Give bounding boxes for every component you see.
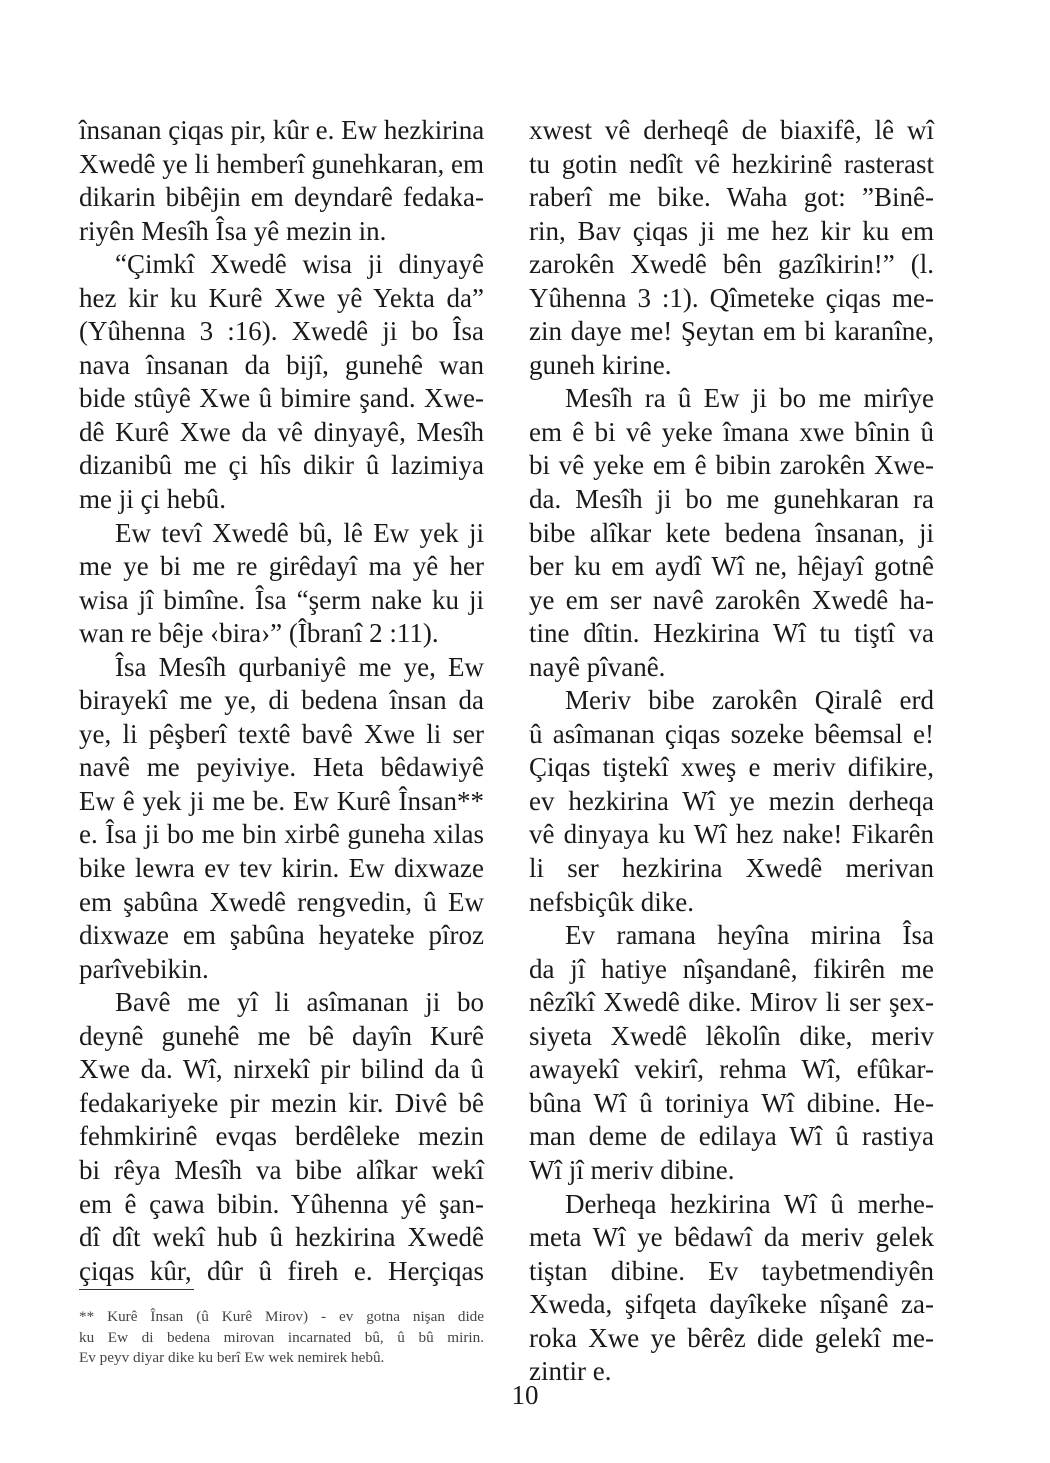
text-line: bûna Wî û toriniya Wî dibine. He-	[529, 1087, 934, 1118]
footnote-separator	[79, 1289, 194, 1290]
text-line: Îsa Mesîh qurbaniyê me ye, Ew	[115, 651, 484, 682]
text-line: “Çimkî Xwedê wisa ji dinyayê	[115, 249, 484, 280]
text-line: guneh kirine.	[529, 349, 672, 380]
text-line: tiştan dibine. Ev taybetmendiyên	[529, 1255, 934, 1286]
text-line: rin, Bav çiqas ji me hez kir ku em	[529, 215, 934, 246]
text-line: zarokên Xwedê bên gazîkirin!” (l.	[529, 249, 934, 280]
text-line: nefsbiçûk dike.	[529, 886, 694, 917]
text-line: tu gotin nedît vê hezkirinê rasterast	[529, 148, 934, 179]
text-line: Yûhenna 3 :1). Qîmeteke çiqas me-	[529, 282, 934, 313]
text-line: Ev peyv diyar dike ku berî Ew wek nemirek hebû.	[79, 1349, 385, 1366]
text-line: awayekî vekirî, rehma Wî, efûkar-	[529, 1054, 934, 1085]
text-line: Xweda, şifqeta dayîkeke nîşanê za-	[529, 1289, 934, 1320]
text-line: dixwaze em şabûna heyateke pîroz	[79, 920, 484, 951]
text-line: însanan çiqas pir, kûr e. Ew hezkirina	[79, 115, 485, 145]
text-line: em ê çawa bibin. Yûhenna yê şan-	[79, 1188, 484, 1219]
text-line: bi vê yeke em ê bibin zarokên Xwe-	[529, 450, 934, 481]
text-line: dî dît wekî hub û hezkirina Xwedê	[79, 1222, 484, 1253]
text-line: navê me peyiviye. Heta bêdawiyê	[79, 752, 484, 783]
text-line: xwest vê derheqê de biaxifê, lê wî	[529, 115, 934, 145]
text-line: fehmkirinê evqas berdêleke mezin	[79, 1121, 484, 1152]
text-line: ** Kurê Însan (û Kurê Mirov) - ev gotna nişan dide	[79, 1308, 484, 1325]
text-line: li ser hezkirina Xwedê merivan	[529, 853, 934, 884]
text-line: me ye bi me re girêdayî ma yê her	[79, 551, 484, 582]
text-line: fedakariyeke pir mezin kir. Divê bê	[79, 1087, 484, 1118]
text-line: me ji çi hebû.	[79, 484, 226, 515]
text-line: Bavê me yî li asîmanan ji bo	[115, 987, 484, 1018]
text-line: roka Xwe ye bêrêz dide gelekî me-	[529, 1322, 934, 1353]
text-line: da jî hatiye nîşandanê, fikirên me	[529, 953, 934, 984]
text-line: siyeta Xwedê lêkolîn dike, meriv	[529, 1020, 934, 1051]
text-line: em ê bi vê yeke îmana xwe bînin û	[529, 416, 934, 447]
right-text-column	[529, 114, 934, 1389]
text-line: û asîmanan çiqas sozeke bêemsal e!	[529, 718, 934, 749]
text-line: Çiqas tiştekî xweş e meriv difikire,	[529, 752, 934, 783]
text-line: Mesîh ra û Ew ji bo me mirîye	[565, 383, 934, 414]
text-line: ber ku em aydî Wî ne, hêjayî gotnê	[529, 551, 934, 582]
text-line: parîvebikin.	[79, 953, 209, 984]
text-line: zin daye me! Şeytan em bi karanîne,	[529, 316, 934, 347]
text-line: Ev ramana heyîna mirina Îsa	[565, 920, 934, 951]
text-line: Meriv bibe zarokên Qiralê erd	[565, 685, 934, 716]
text-line: bike lewra ev tev kirin. Ew dixwaze	[79, 853, 484, 884]
text-line: ye, li pêşberî textê bavê Xwe li ser	[79, 718, 484, 749]
text-line: deynê gunehê me bê dayîn Kurê	[79, 1020, 484, 1051]
text-line: meta Wî ye bêdawî da meriv gelek	[529, 1222, 934, 1253]
text-line: ye em ser navê zarokên Xwedê ha-	[529, 584, 934, 615]
text-line: wisa jî bimîne. Îsa “şerm nake ku ji	[79, 584, 484, 615]
text-line: nava însanan da bijî, gunehê wan	[79, 349, 484, 380]
text-line: da. Mesîh ji bo me gunehkaran ra	[529, 484, 934, 515]
text-line: Wî jî meriv dibine.	[529, 1154, 735, 1185]
text-line: vê dinyaya ku Wî hez nake! Fikarên	[529, 819, 934, 850]
text-line: Ew ê yek ji me be. Ew Kurê Însan**	[79, 785, 484, 816]
text-line: wan re bêje ‹bira›” (Îbranî 2 :11).	[79, 618, 439, 649]
text-line: ku Ew di bedena mirovan incarnated bû, û bû mirin.	[79, 1328, 484, 1346]
text-line: nêzîkî Xwedê dike. Mirov li ser şex-	[529, 987, 934, 1018]
text-line: ev hezkirina Wî ye mezin derheqa	[529, 785, 934, 816]
page-number: 10	[511, 1380, 539, 1410]
text-line: riyên Mesîh Îsa yê mezin in.	[79, 215, 387, 246]
text-line: nayê pîvanê.	[529, 651, 666, 682]
text-line: man deme de edilaya Wî û rastiya	[529, 1121, 934, 1152]
text-line: hez kir ku Kurê Xwe yê Yekta da”	[79, 282, 484, 313]
text-line: e. Îsa ji bo me bin xirbê guneha xilas	[79, 819, 484, 850]
text-line: (Yûhenna 3 :16). Xwedê ji bo Îsa	[79, 316, 484, 347]
text-line: bibe alîkar kete bedena însanan, ji	[529, 517, 934, 548]
text-line: Ew tevî Xwedê bû, lê Ew yek ji	[115, 517, 484, 548]
text-line: Xwedê ye li hemberî gunehkaran, em	[79, 148, 484, 179]
left-text-column	[79, 114, 484, 1288]
text-line: bide stûyê Xwe û bimire şand. Xwe-	[79, 383, 484, 414]
text-line: Xwe da. Wî, nirxekî pir bilind da û	[79, 1054, 484, 1085]
text-line: dikarin bibêjin em deyndarê fedaka-	[79, 182, 484, 213]
text-line: raberî me bike. Waha got: ”Binê-	[529, 182, 934, 213]
text-line: bi rêya Mesîh va bibe alîkar wekî	[79, 1154, 484, 1185]
text-line: em şabûna Xwedê rengvedin, û Ew	[79, 886, 484, 917]
text-line: çiqas kûr, dûr û fireh e. Herçiqas	[79, 1255, 484, 1286]
text-line: dizanibû me çi hîs dikir û lazimiya	[79, 450, 484, 481]
text-line: Derheqa hezkirina Wî û merhe-	[565, 1188, 934, 1219]
text-line: dê Kurê Xwe da vê dinyayê, Mesîh	[79, 416, 484, 447]
text-line: birayekî me ye, di bedena însan da	[79, 685, 484, 716]
text-line: zintir e.	[529, 1356, 612, 1387]
footnote	[79, 1307, 484, 1369]
text-line: tine dîtin. Hezkirina Wî tu tiştî va	[529, 618, 934, 649]
